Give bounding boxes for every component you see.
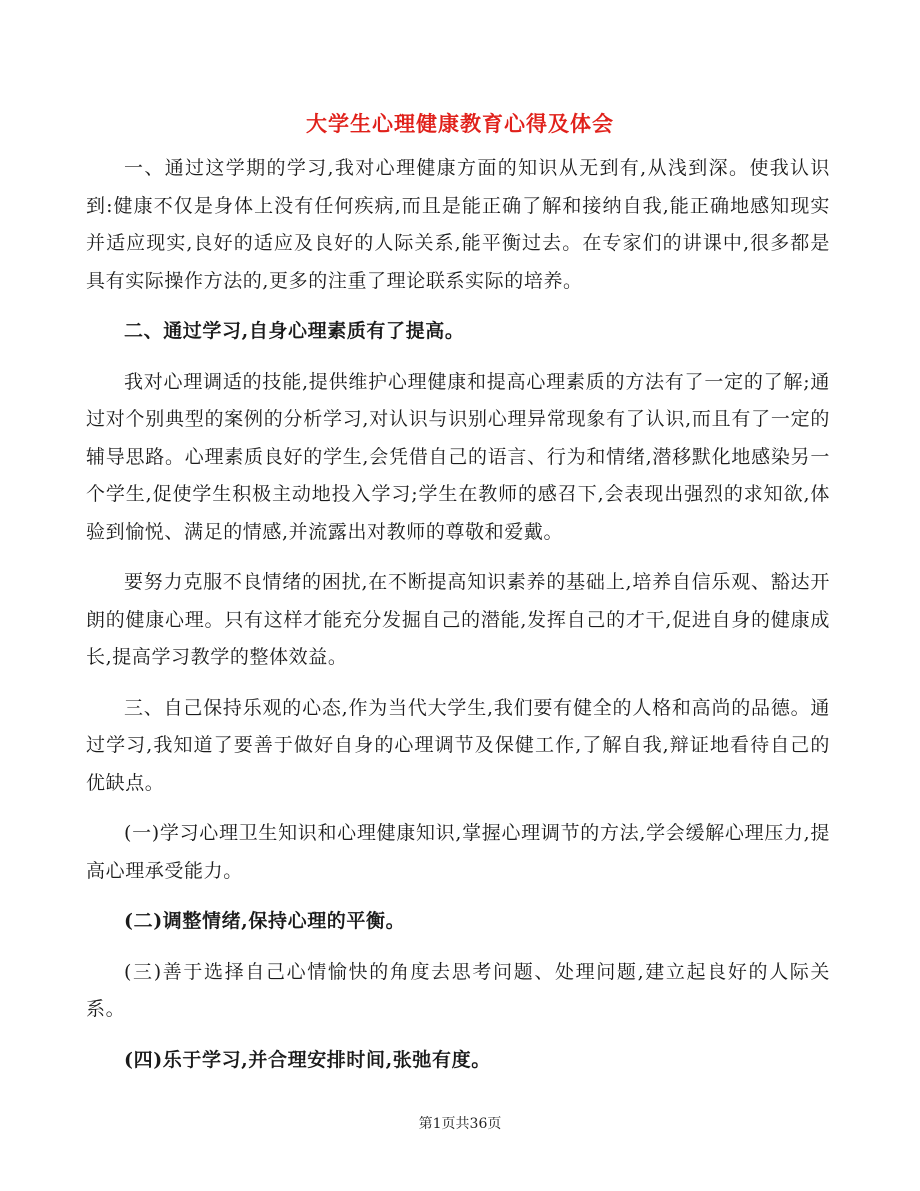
paragraph-section-2-body: 我对心理调适的技能,提供维护心理健康和提高心理素质的方法有了一定的了解;通过对个别典型的案例的分析学习,对认识与识别心理异常现象有了认识,而且有了一定的辅导思路。心理素质良好的学生,会凭借自己的语言、行为和情绪,潜移默化地感染另一个学生,促使学生积极主动地投入学习;学生在教师的感召下,会表现出强烈的求知欲,体验到愉悦、满足的情感,并流露出对教师的尊敬和爱戴。 — [86, 370, 830, 543]
paragraph-section-2-heading: 二、通过学习,自身心理素质有了提高。 — [124, 320, 465, 342]
paragraph-section-2-conclusion: 要努力克服不良情绪的困扰,在不断提高知识素养的基础上,培养自信乐观、豁达开朗的健康心理。只有这样才能充分发掘自己的潜能,发挥自己的才干,促进自身的健康成长,提高学习教学的整体效益。 — [86, 571, 830, 668]
page-number: 第1页共36页 — [418, 1116, 502, 1132]
list-item-3: (三)善于选择自己心情愉快的角度去思考问题、处理问题,建立起良好的人际关系。 — [86, 960, 830, 1020]
list-item-1: (一)学习心理卫生知识和心理健康知识,掌握心理调节的方法,学会缓解心理压力,提高心理承受能力。 — [86, 822, 830, 882]
paragraph-section-3: 三、自己保持乐观的心态,作为当代大学生,我们要有健全的人格和高尚的品德。通过学习,我知道了要善于做好自身的心理调节及保健工作,了解自我,辩证地看待自己的优缺点。 — [86, 696, 830, 794]
document-body — [86, 150, 830, 1092]
list-item-4: (四)乐于学习,并合理安排时间,张弛有度。 — [124, 1048, 491, 1071]
paragraph-section-1: 一、通过这学期的学习,我对心理健康方面的知识从无到有,从浅到深。使我认识到:健康不仅是身体上没有任何疾病,而且是能正确了解和接纳自我,能正确地感知现实并适应现实,良好的适应及良好的人际关系,能平衡过去。在专家们的讲课中,很多都是具有实际操作方法的,更多的注重了理论联系实际的培养。 — [86, 157, 830, 292]
document-title: 大学生心理健康教育心得及体会 — [306, 111, 614, 136]
list-item-2: (二)调整情绪,保持心理的平衡。 — [124, 910, 406, 932]
